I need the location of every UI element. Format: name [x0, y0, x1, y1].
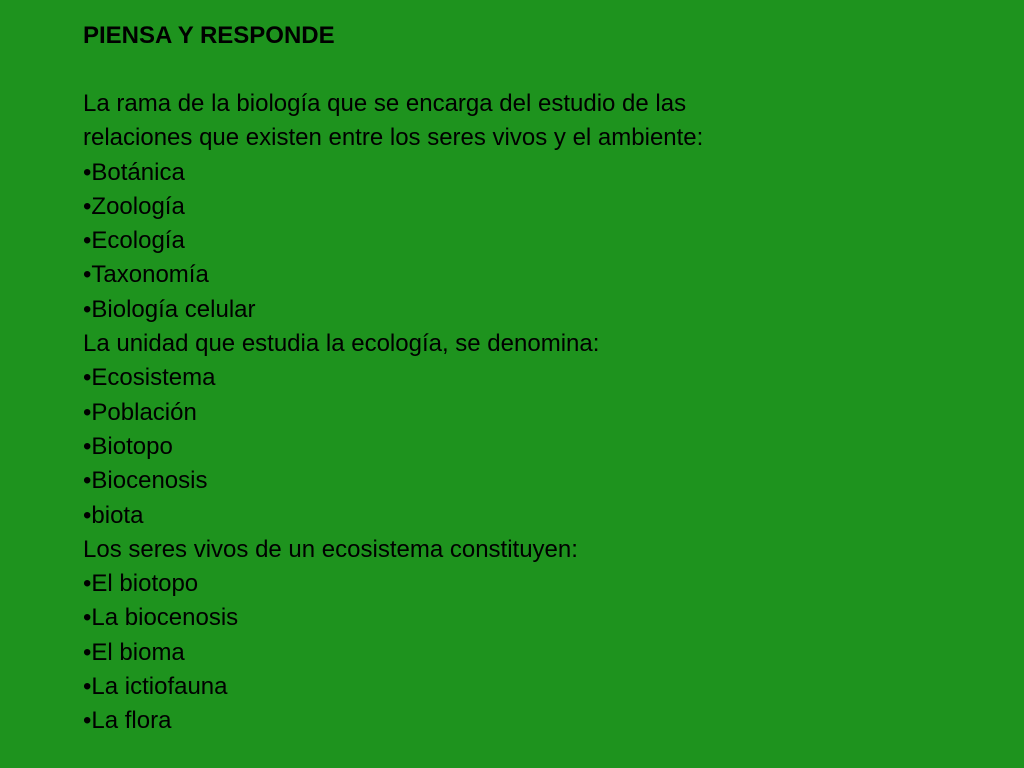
question-1 [83, 87, 1024, 327]
question-2-option-4: •Biocenosis [83, 467, 208, 495]
question-2-option-3: •Biotopo [83, 432, 173, 460]
question-3-option-5: •La flora [83, 707, 172, 735]
question-3-prompt-line-1: Los seres vivos de un ecosistema constituyen: [83, 535, 578, 563]
question-1-option-4: •Taxonomía [83, 261, 209, 289]
question-3 [83, 533, 1024, 739]
slide-title: PIENSA Y RESPONDE [83, 22, 335, 49]
question-3-option-1: •El biotopo [83, 570, 199, 598]
question-2-option-1: •Ecosistema [83, 364, 216, 392]
question-3-option-3: •El bioma [83, 638, 185, 666]
question-1-prompt-line-1: La rama de la biología que se encarga del estudio de las [83, 90, 687, 117]
question-2-option-5: •biota [83, 501, 144, 529]
question-1-option-2: •Zoología [83, 192, 185, 220]
question-3-option-2: •La biocenosis [83, 604, 239, 632]
question-1-prompt-line-2: relaciones que existen entre los seres vivos y el ambiente: [83, 124, 704, 152]
question-1-option-5: •Biología celular [83, 295, 256, 323]
question-2 [83, 327, 1024, 533]
blank-line [83, 53, 1024, 87]
question-2-prompt-line-1: La unidad que estudia la ecología, se denomina: [83, 330, 600, 358]
question-1-option-1: •Botánica [83, 158, 185, 186]
question-1-option-3: •Ecología [83, 227, 185, 255]
question-2-option-2: •Población [83, 398, 197, 426]
question-3-option-4: •La ictiofauna [83, 673, 228, 701]
